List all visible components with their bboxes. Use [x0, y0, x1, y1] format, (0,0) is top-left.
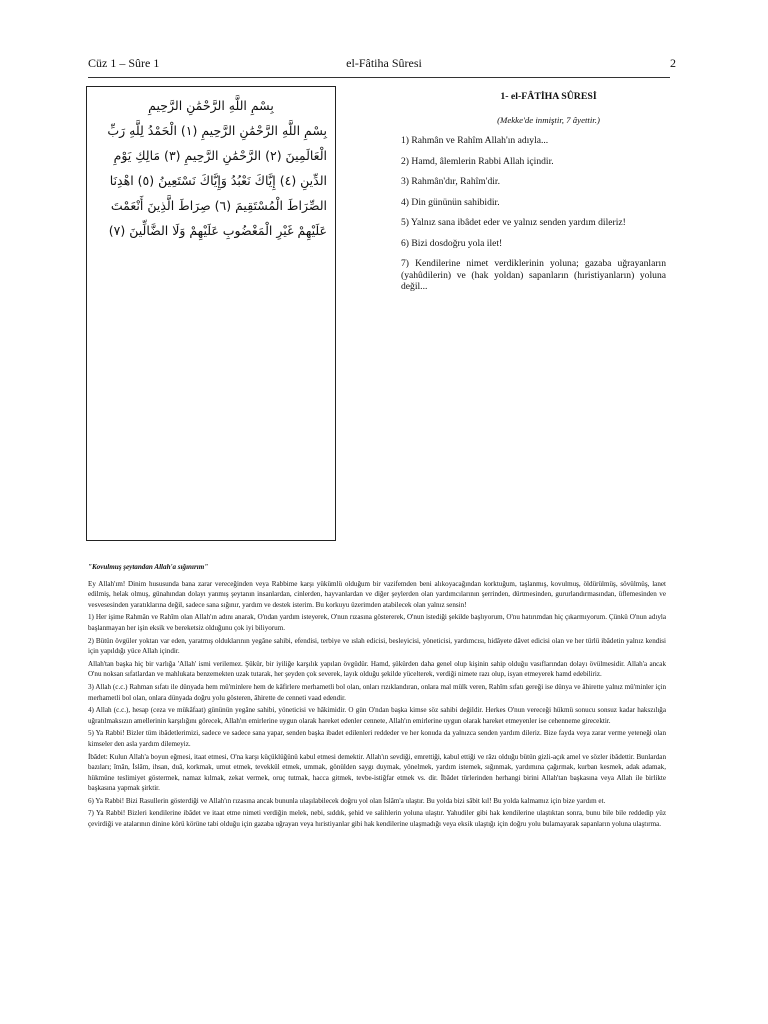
- surah-name-header: el-Fâtiha Sûresi: [346, 56, 422, 70]
- commentary-paragraph: 2) Bütün övgüler yoktan var eden, yaratmış olduklarının yegâne sahibi, efendisi, terbiye ve ıslah edicisi, besleyicisi, yöneticisi, yardımcısı, hidâyete dâvet edicisi olan ve her türlü ibâdetin yalnız kendisi için yapıldığı yüce Allah içindir.: [88, 636, 666, 656]
- commentary-paragraph: 6) Ya Rabbi! Bizi Rasullerin gösterdiği ve Allah'ın rızasına ancak bununla ulaşılabilecek doğru yol olan İslâm'a ulaştır. Bu yolda bizi sâbit kıl! Bu yolda kalmamız için bize yardım et.: [88, 796, 606, 805]
- verse-5: 5) Yalnız sana ibâdet eder ve yalnız senden yardım dileriz!: [401, 217, 626, 228]
- commentary-heading: "Kovulmuş şeytandan Allah'a sığınırım": [88, 563, 209, 571]
- commentary-paragraph: Ey Allah'ım! Dinim hususunda bana zarar vereceğinden veya Rabbime karşı yükümlü olduğum bir vazifemden beni alıkoyacağından korktuğum, taşlanmış, kovulmuş, öldürülmüş, sövülmüş, lanet edilmiş, helak olmuş, günahından dolayı yanmış şeytanın insanlardan, cinlerden, hayvanlardan ve diğer şeylerden olan yardımcılarının şerrinden, dürtmesinden, gururlandırmasından, üflemesinden ve vesvesesinden yaratıklarına değil, sadece sana sığınır, yardım ve destek isterim. Bu korkuyu üzerimden atabilecek olan yalnız sensin!: [88, 579, 666, 609]
- commentary-paragraph: 5) Ya Rabbi! Bizler tüm ibâdetlerimizi, sadece ve sadece sana yapar, senden başka ibadet edilenleri reddeder ve her konuda da yalnızca senden yardım dileriz. Bize fayda veya zarar verme yeteneği olan kimseler den asla yardım dilemeyiz.: [88, 729, 666, 748]
- surah-title: 1- el-FÂTİHA SÛRESİ: [500, 91, 597, 102]
- arabic-text-box: [86, 86, 336, 541]
- juz-surah-label: Cüz 1 – Sûre 1: [88, 56, 160, 70]
- surah-subtitle: (Mekke'de inmiştir, 7 âyettir.): [497, 114, 600, 125]
- verse-2: 2) Hamd, âlemlerin Rabbi Allah içindir.: [401, 155, 554, 167]
- commentary-paragraph: 7) Ya Rabbi! Bizleri kendilerine ibâdet ve itaat etme nimeti verdiğin melek, nebi, sıddık, şehid ve salihlerin yoluna ulaştır. Yahudiler gibi hak kendilerine ulaştıktan sonra, bunu bile bile reddedip yüz çevirdiği ve atalarının dinine körü körüne tabi olduğu için gazaba uğrayan veya hıristiyanlar gibi hak kendilerine ulaşmadığı veya eksik ulaştığı için doğru yolu bulamayarak sapanların yoluna ulaştırma.: [88, 809, 666, 829]
- verse-4: 4) Din gününün sahibidir.: [401, 196, 500, 208]
- commentary-section: [88, 562, 666, 832]
- commentary-paragraph: 4) Allah (c.c.), hesap (ceza ve mükâfaat) gününün yegâne sahibi, yöneticisi ve hâkimidir. O gün O'ndan başka kimse söz sahibi değildir. Herkes O'nun vereceği hükmü sonucu sonsuz kadar hakszılığa uğratılmaksızın amellerinin karşılığını görecek, Allah'ın emirlerine uygun olarak hareket edenler cennete, Allah'ın emirlerine uygun olarak hareket etmeyenler ise cehenneme girecektir.: [88, 706, 666, 725]
- verse-3: 3) Rahmân'dır, Rahîm'dir.: [401, 176, 500, 187]
- commentary-paragraph: 3) Allah (c.c.) Rahman sıfatı ile dünyada hem mü'minlere hem de kâfirlere merhametli bol olan, onları rızıklandıran, onlara mal mülk veren, Rahîm sıfatı gereği ise dünya ve âhirette yalnız mü'minler için merhametli bol olan, onlara dünyada doğru yolu gösteren, âhirette de cenneti vaad edendir.: [88, 682, 666, 702]
- commentary-paragraph: 1) Her işime Rahmân ve Rahîm olan Allah'ın adını anarak, O'ndan yardım isteyerek, O'nun rızasına göstererek, O'nun istediği şekilde başlıyorum, O'nu hatırımdan hiç çıkarmıyorum. Çünkü O'nun adıyla başlanmayan her işin eksik ve bereketsiz olduğunu çok iyi biliyorum.: [88, 613, 666, 632]
- header-divider: [88, 77, 670, 78]
- verse-7: 7) Kendilerine nimet verdiklerinin yoluna; gazaba uğrayanların (yahûdilerin) ve (hak yoldan) sapanların (hıristiyanların) yoluna değil...: [401, 258, 666, 292]
- page-header: [88, 56, 680, 76]
- commentary-paragraph: İbâdet: Kulun Allah'a boyun eğmesi, itaat etmesi, O'na karşı küçüklüğünü kabul etmesi demektir. Allah'ın sevdiği, emrettiği, kabul ettiği ve râzı olduğu bütün gizli-açık amel ve sözler ibâdettir. Bunlardan bazıları; îmân, İslâm, ihsan, duâ, korkmak, umut etmek, tevekkül etmek, ummak, gönülden saygı duymak, yönelmek, yardım istemek, sığınmak, yardımına çağırmak, kurban kesmek, adak adamak, hükmüne teslimiyet göstermek, namaz kılmak, zekat vermek, oruç tutmak, hacca gitmek, tevbe-istiğfar etmek vs. dir. İbâdet türlerinden herhangi birini Allah'tan başkasına veya Allah ile birlikte başkasına yapmak şirktir.: [88, 752, 666, 793]
- commentary-paragraph: Allah'tan başka hiç bir varlığa 'Allah' ismi verilemez. Şükür, bir iyiliğe karşılık yapılan övgüdür. Hamd, şükürden daha genel olup kişinin sahip olduğu vasıflarından dolayı övülmesidir. Allah'a ancak O'nu noksan sıfatlardan ve mahlukata benzemekten uzak tutarak, her şeyden çok severek, layık olduğu şekilde yücelterek, verdiği nimete razı olup, isyan etmeyerek hamd edebiliriz.: [88, 659, 666, 679]
- arabic-text: [87, 87, 335, 243]
- arabic-verses: بِسْمِ اللَّهِ الرَّحْمَٰنِ الرَّحِيمِ (١) الْحَمْدُ لِلَّهِ رَبِّ الْعَالَمِينَ (٢) الرَّحْمَٰنِ الرَّحِيمِ (٣) مَالِكِ يَوْمِ الدِّينِ (٤) إِيَّاكَ نَعْبُدُ وَإِيَّاكَ نَسْتَعِينُ (٥) اهْدِنَا الصِّرَاطَ الْمُسْتَقِيمَ (٦) صِرَاطَ الَّذِينَ أَنْعَمْتَ عَلَيْهِمْ غَيْرِ الْمَغْضُوبِ عَلَيْهِمْ وَلَا الضَّالِّينَ (٧): [107, 123, 327, 238]
- verse-1: 1) Rahmân ve Rahîm Allah'ın adıyla...: [401, 135, 549, 146]
- verse-6: 6) Bizi dosdoğru yola ilet!: [401, 237, 503, 249]
- translation-column: [401, 91, 666, 302]
- basmala: بِسْمِ اللَّهِ الرَّحْمَٰنِ الرَّحِيمِ: [148, 98, 274, 113]
- page-number: 2: [670, 56, 676, 70]
